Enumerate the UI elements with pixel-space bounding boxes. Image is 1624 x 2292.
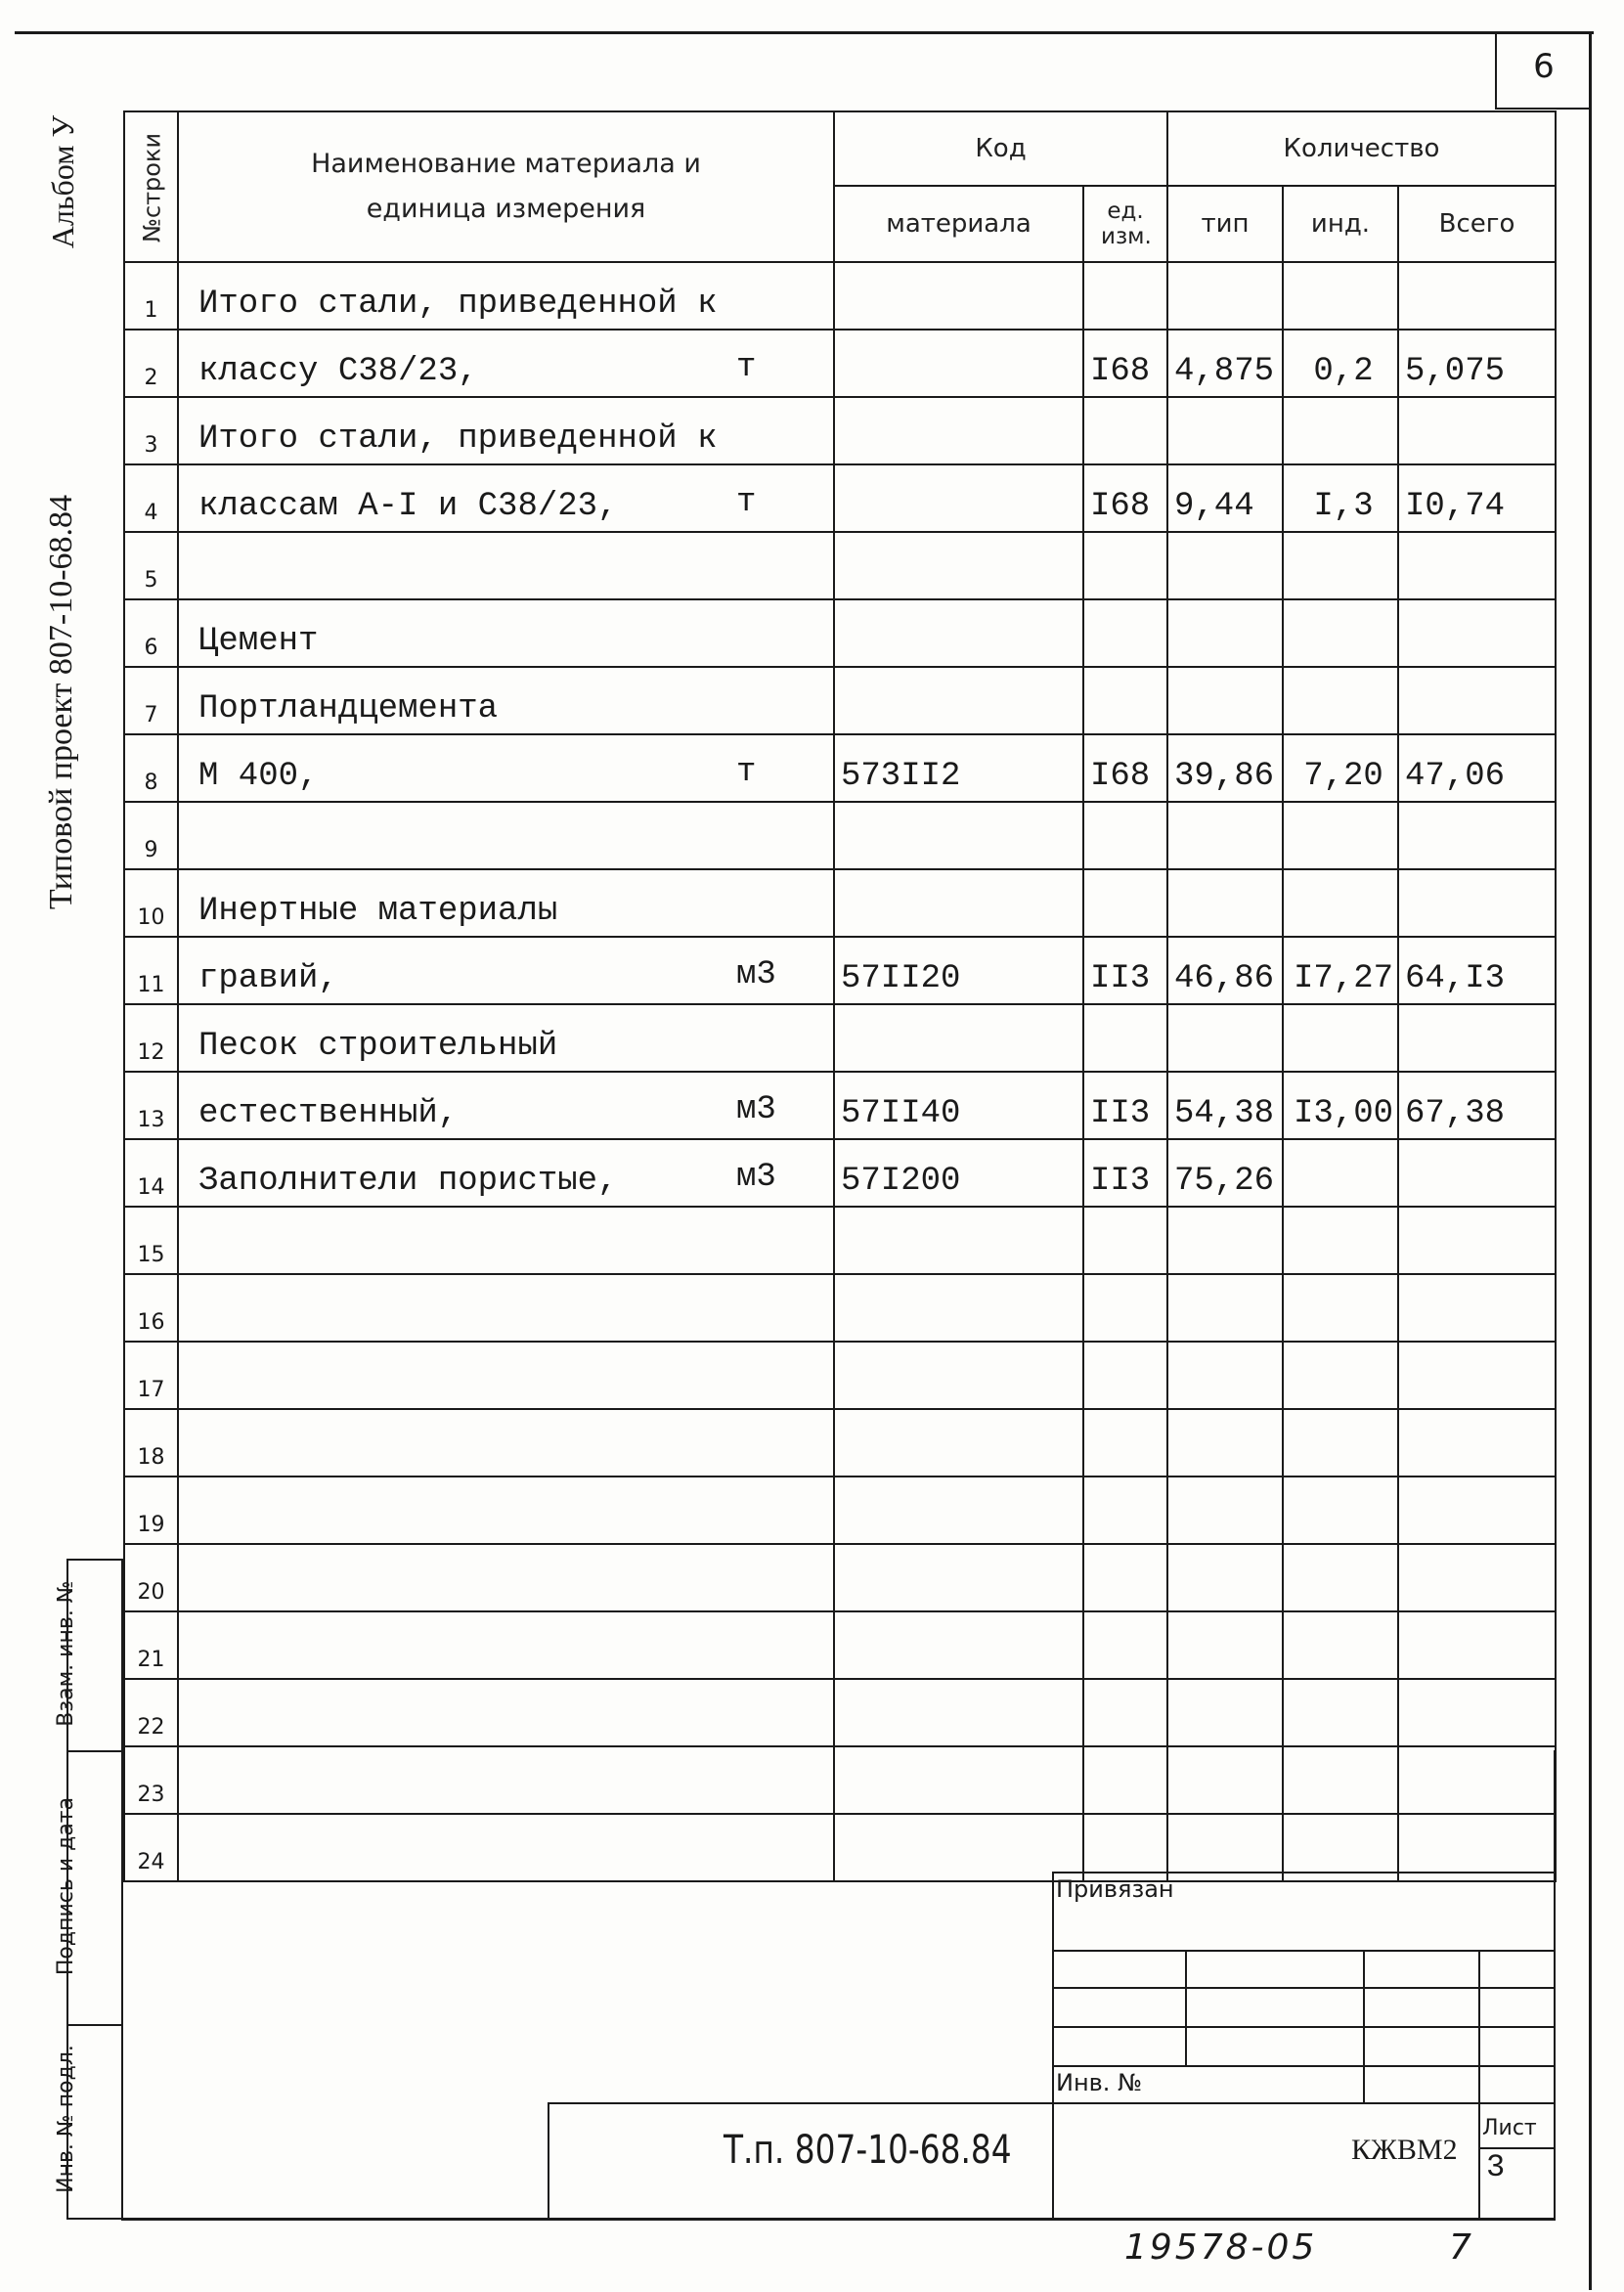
privyazan-v3 (1478, 1950, 1480, 2220)
table-row (124, 262, 1556, 330)
row-name-cell (178, 599, 834, 667)
row-material-code-cell (834, 1544, 1083, 1611)
row-typ-cell (1167, 1274, 1283, 1342)
title-top (548, 2102, 1556, 2104)
row-unit-code-cell (1083, 1342, 1167, 1409)
row-total-cell (1398, 1746, 1556, 1814)
row-name-text: Песок строительный (198, 1028, 558, 1065)
row-typ-cell (1167, 1746, 1283, 1814)
row-total-cell (1398, 1679, 1556, 1746)
body-frame-bottom (121, 2218, 1556, 2221)
row-name-text: естественный, (198, 1095, 459, 1132)
row-number-cell: 19 (124, 1477, 178, 1544)
row-typ-cell (1167, 869, 1283, 937)
table-row (124, 1207, 1556, 1274)
row-number-cell: 22 (124, 1679, 178, 1746)
row-material-code-cell: 57II40 (834, 1072, 1083, 1139)
stamp-left-h2 (66, 1750, 123, 1752)
row-total-cell (1398, 1611, 1556, 1679)
stamp-left-h4 (66, 2218, 123, 2220)
row-number-cell: 21 (124, 1611, 178, 1679)
row-name-cell (178, 667, 834, 734)
row-ind-cell (1283, 1342, 1398, 1409)
row-unit-code-cell (1083, 1679, 1167, 1746)
header-name: Наименование материала и единица измерения (178, 111, 834, 262)
table-row (124, 1409, 1556, 1477)
row-name-cell (178, 262, 834, 330)
privyazan-left (1052, 1872, 1054, 2220)
row-unit-code-cell (1083, 1746, 1167, 1814)
row-unit-code-cell (1083, 869, 1167, 937)
row-total-cell (1398, 1004, 1556, 1072)
row-total-cell (1398, 667, 1556, 734)
row-typ-cell (1167, 1611, 1283, 1679)
row-material-code-cell (834, 1274, 1083, 1342)
row-name-text: Цемент (198, 623, 319, 660)
row-unit-code-cell (1083, 1477, 1167, 1544)
row-typ-cell: 39,86 (1167, 734, 1283, 802)
row-material-code-cell: 573II2 (834, 734, 1083, 802)
row-unit-code-cell (1083, 1274, 1167, 1342)
table-row (124, 1139, 1556, 1207)
row-ind-cell (1283, 1274, 1398, 1342)
row-unit-code-cell (1083, 1611, 1167, 1679)
row-ind-cell (1283, 262, 1398, 330)
row-material-code-cell (834, 1679, 1083, 1746)
row-typ-cell (1167, 397, 1283, 464)
row-typ-cell: 46,86 (1167, 937, 1283, 1004)
row-unit-code-cell: II3 (1083, 1139, 1167, 1207)
row-name-text: Итого стали, приведенной к (198, 286, 718, 323)
row-material-code-cell (834, 464, 1083, 532)
row-total-cell (1398, 1139, 1556, 1207)
row-number-cell: 7 (124, 667, 178, 734)
row-name-cell (178, 1611, 834, 1679)
page-number: 6 (1533, 47, 1555, 86)
row-ind-cell (1283, 667, 1398, 734)
row-number-cell: 15 (124, 1207, 178, 1274)
row-typ-cell (1167, 802, 1283, 869)
header-row-number: №строки (124, 111, 178, 262)
row-number-cell: 8 (124, 734, 178, 802)
row-name-text: Инертные материалы (198, 893, 558, 930)
sheet-number: 3 (1486, 2149, 1506, 2185)
row-name-text: классам А-I и С38/23, (198, 488, 618, 525)
row-total-cell (1398, 802, 1556, 869)
row-name-cell (178, 1004, 834, 1072)
row-material-code-cell (834, 1409, 1083, 1477)
row-material-code-cell: 57II20 (834, 937, 1083, 1004)
row-name-cell (178, 330, 834, 397)
row-ind-cell (1283, 1544, 1398, 1611)
row-number-cell: 14 (124, 1139, 178, 1207)
row-ind-cell (1283, 1004, 1398, 1072)
row-unit-code-cell: II3 (1083, 937, 1167, 1004)
row-unit-code-cell: I68 (1083, 734, 1167, 802)
materials-table (123, 110, 1557, 1882)
table-row (124, 532, 1556, 599)
row-typ-cell (1167, 1342, 1283, 1409)
row-unit-code-cell (1083, 1207, 1167, 1274)
header-code: Код (834, 111, 1167, 186)
row-total-cell (1398, 1409, 1556, 1477)
row-name-text: Заполнители пористые, (198, 1163, 618, 1200)
table-row (124, 599, 1556, 667)
row-material-code-cell (834, 1814, 1083, 1881)
row-typ-cell (1167, 667, 1283, 734)
row-unit-code-cell: II3 (1083, 1072, 1167, 1139)
stamp-code: КЖВМ2 (1351, 2134, 1458, 2166)
table-row (124, 1072, 1556, 1139)
privyazan-label: Привязан (1056, 1875, 1174, 1903)
table-row (124, 667, 1556, 734)
row-typ-cell (1167, 1477, 1283, 1544)
row-material-code-cell (834, 599, 1083, 667)
row-number-cell: 18 (124, 1409, 178, 1477)
row-typ-cell (1167, 1544, 1283, 1611)
row-total-cell (1398, 1544, 1556, 1611)
row-name-text: М 400, (198, 758, 319, 795)
row-total-cell (1398, 1207, 1556, 1274)
table-row (124, 1477, 1556, 1544)
row-total-cell (1398, 397, 1556, 464)
table-row (124, 1544, 1556, 1611)
row-number-cell: 2 (124, 330, 178, 397)
row-total-cell: 47,06 (1398, 734, 1556, 802)
row-number-cell: 11 (124, 937, 178, 1004)
row-name-text: Итого стали, приведенной к (198, 420, 718, 458)
table-body (124, 262, 1556, 1881)
table-row (124, 1611, 1556, 1679)
row-name-cell (178, 397, 834, 464)
privyazan-v1 (1185, 1950, 1187, 2065)
footer-doc-no: 19578-05 (1124, 2227, 1318, 2268)
sheet-label: Лист (1482, 2116, 1537, 2140)
row-total-cell: 5,075 (1398, 330, 1556, 397)
footer-page: 7 (1449, 2227, 1471, 2268)
row-number-cell: 24 (124, 1814, 178, 1881)
row-unit-code-cell (1083, 599, 1167, 667)
row-material-code-cell (834, 1477, 1083, 1544)
privyazan-top (1052, 1872, 1556, 1873)
table-row (124, 330, 1556, 397)
row-total-cell (1398, 1477, 1556, 1544)
row-name-cell (178, 734, 834, 802)
row-ind-cell: 7,20 (1283, 734, 1398, 802)
row-ind-cell (1283, 1139, 1398, 1207)
row-ind-cell (1283, 1477, 1398, 1544)
row-unit-code-cell (1083, 532, 1167, 599)
stamp-podpis-data: Подпись и дата (54, 1796, 78, 1976)
row-ind-cell: I7,27 (1283, 937, 1398, 1004)
row-number-cell: 16 (124, 1274, 178, 1342)
row-number-cell: 9 (124, 802, 178, 869)
row-number-cell: 4 (124, 464, 178, 532)
row-unit-text: т (736, 349, 757, 386)
row-typ-cell: 75,26 (1167, 1139, 1283, 1207)
row-unit-code-cell (1083, 262, 1167, 330)
table-row (124, 464, 1556, 532)
row-total-cell: 67,38 (1398, 1072, 1556, 1139)
table-row (124, 1679, 1556, 1746)
table-row (124, 734, 1556, 802)
row-material-code-cell (834, 262, 1083, 330)
table-row (124, 869, 1556, 937)
row-material-code-cell (834, 1611, 1083, 1679)
header-ind: инд. (1283, 186, 1398, 262)
row-total-cell (1398, 532, 1556, 599)
row-unit-code-cell (1083, 397, 1167, 464)
side-album-label: Альбом У (45, 114, 80, 249)
row-number-cell: 17 (124, 1342, 178, 1409)
title-left (548, 2102, 549, 2220)
row-typ-cell (1167, 262, 1283, 330)
row-ind-cell (1283, 599, 1398, 667)
body-frame-right (1554, 1750, 1556, 2220)
row-unit-code-cell (1083, 1004, 1167, 1072)
row-name-cell (178, 869, 834, 937)
row-name-text: Портландцемента (198, 690, 499, 727)
row-ind-cell: I3,00 (1283, 1072, 1398, 1139)
header-typ: тип (1167, 186, 1283, 262)
table-row (124, 1004, 1556, 1072)
row-name-cell (178, 1207, 834, 1274)
row-name-cell (178, 1409, 834, 1477)
row-number-cell: 1 (124, 262, 178, 330)
row-number-cell: 10 (124, 869, 178, 937)
row-ind-cell: I,3 (1283, 464, 1398, 532)
row-ind-cell (1283, 397, 1398, 464)
table-row (124, 937, 1556, 1004)
row-material-code-cell (834, 1207, 1083, 1274)
row-number-cell: 20 (124, 1544, 178, 1611)
row-total-cell (1398, 599, 1556, 667)
header-quantity: Количество (1167, 111, 1556, 186)
stamp-title: Т.п. 807-10-68.84 (724, 2128, 1012, 2173)
row-unit-code-cell (1083, 802, 1167, 869)
row-typ-cell (1167, 1004, 1283, 1072)
row-name-cell (178, 937, 834, 1004)
row-typ-cell: 9,44 (1167, 464, 1283, 532)
row-ind-cell (1283, 1611, 1398, 1679)
row-name-cell (178, 1139, 834, 1207)
row-ind-cell (1283, 1746, 1398, 1814)
row-name-text: классу С38/23, (198, 353, 478, 390)
row-name-cell (178, 1544, 834, 1611)
row-name-cell (178, 1072, 834, 1139)
row-ind-cell (1283, 1679, 1398, 1746)
row-material-code-cell (834, 667, 1083, 734)
row-name-cell (178, 1342, 834, 1409)
row-material-code-cell: 57I200 (834, 1139, 1083, 1207)
row-unit-code-cell (1083, 667, 1167, 734)
row-name-cell (178, 1746, 834, 1814)
row-unit-text: т (736, 754, 757, 791)
stamp-inv-podl: Инв. № подл. (54, 2045, 78, 2193)
row-unit-text: т (736, 484, 757, 521)
table-row (124, 802, 1556, 869)
row-total-cell: 64,I3 (1398, 937, 1556, 1004)
row-ind-cell: 0,2 (1283, 330, 1398, 397)
table-row (124, 1746, 1556, 1814)
row-total-cell: I0,74 (1398, 464, 1556, 532)
row-typ-cell (1167, 1207, 1283, 1274)
table-row (124, 397, 1556, 464)
row-unit-code-cell (1083, 1409, 1167, 1477)
row-material-code-cell (834, 802, 1083, 869)
frame-page-number-box-bottom (1495, 108, 1592, 110)
row-number-cell: 12 (124, 1004, 178, 1072)
row-number-cell: 6 (124, 599, 178, 667)
side-project-label: Типовой проект 807-10-68.84 (43, 494, 79, 910)
row-name-cell (178, 532, 834, 599)
row-unit-code-cell (1083, 1544, 1167, 1611)
row-name-cell (178, 802, 834, 869)
row-name-cell (178, 1274, 834, 1342)
row-unit-code-cell: I68 (1083, 464, 1167, 532)
body-frame-left (121, 1750, 123, 2220)
row-ind-cell (1283, 1207, 1398, 1274)
row-unit-text: м3 (736, 1159, 776, 1196)
row-name-cell (178, 1477, 834, 1544)
row-name-cell (178, 1814, 834, 1881)
row-material-code-cell (834, 397, 1083, 464)
row-total-cell (1398, 262, 1556, 330)
frame-right (1589, 31, 1592, 2290)
table-row (124, 1274, 1556, 1342)
table-row (124, 1342, 1556, 1409)
privyazan-v2 (1363, 1950, 1365, 2102)
row-material-code-cell (834, 330, 1083, 397)
row-typ-cell (1167, 1409, 1283, 1477)
row-typ-cell (1167, 1679, 1283, 1746)
row-number-cell: 23 (124, 1746, 178, 1814)
row-material-code-cell (834, 1342, 1083, 1409)
row-ind-cell (1283, 869, 1398, 937)
inv-no-label: Инв. № (1056, 2069, 1143, 2096)
row-total-cell (1398, 1274, 1556, 1342)
row-name-text: гравий, (198, 960, 338, 997)
row-number-cell: 3 (124, 397, 178, 464)
row-total-cell (1398, 869, 1556, 937)
row-material-code-cell (834, 1746, 1083, 1814)
row-typ-cell: 4,875 (1167, 330, 1283, 397)
row-material-code-cell (834, 869, 1083, 937)
row-name-cell (178, 464, 834, 532)
row-number-cell: 5 (124, 532, 178, 599)
stamp-vzam-inv: Взам. инв. № (54, 1580, 78, 1727)
row-material-code-cell (834, 532, 1083, 599)
row-name-cell (178, 1679, 834, 1746)
header-unit: ед. изм. (1083, 186, 1167, 262)
row-typ-cell (1167, 532, 1283, 599)
row-ind-cell (1283, 802, 1398, 869)
row-ind-cell (1283, 1409, 1398, 1477)
row-total-cell (1398, 1342, 1556, 1409)
row-ind-cell (1283, 532, 1398, 599)
row-material-code-cell (834, 1004, 1083, 1072)
row-typ-cell (1167, 599, 1283, 667)
header-total: Всего (1398, 186, 1556, 262)
row-unit-text: м3 (736, 1091, 776, 1128)
row-typ-cell: 54,38 (1167, 1072, 1283, 1139)
row-number-cell: 13 (124, 1072, 178, 1139)
row-unit-text: м3 (736, 956, 776, 993)
row-unit-code-cell: I68 (1083, 330, 1167, 397)
header-material: материала (834, 186, 1083, 262)
frame-top (15, 31, 1594, 34)
